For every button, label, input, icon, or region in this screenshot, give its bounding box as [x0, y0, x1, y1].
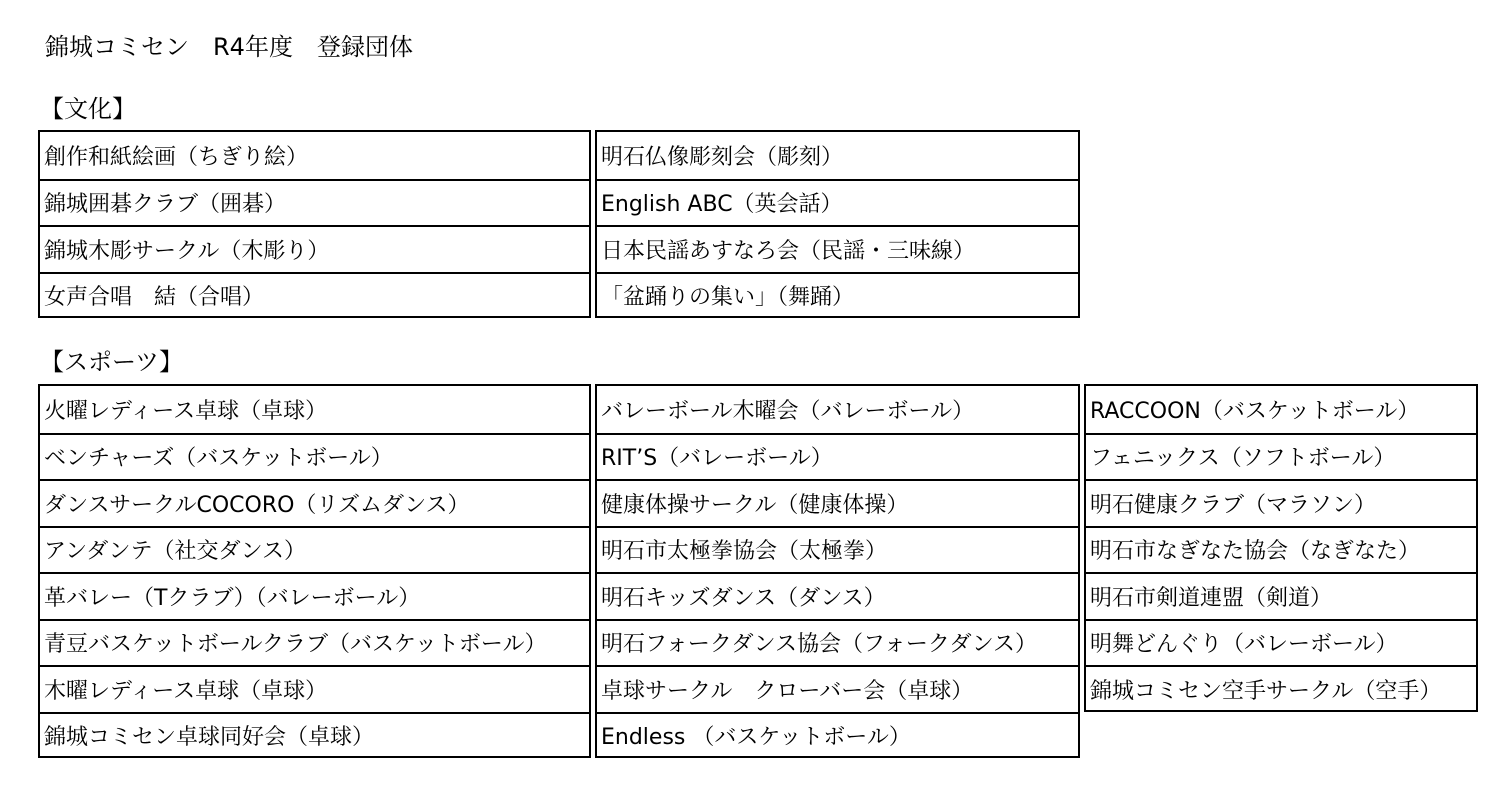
table-cell: バレーボール木曜会（バレーボール）	[601, 398, 975, 424]
table-cell: 革バレー（Tクラブ）（バレーボール）	[40, 572, 589, 619]
sports-table-col-2	[595, 384, 1080, 758]
table-cell: Endless （バスケットボール）	[597, 712, 1078, 759]
table-cell: 「盆踊りの集い」（舞踊）	[597, 272, 1078, 319]
table-cell: フェニックス（ソフトボール）	[1086, 433, 1476, 480]
table-cell: 錦城コミセン空手サークル（空手）	[1086, 665, 1476, 712]
table-cell: 卓球サークル クローバー会（卓球）	[597, 665, 1078, 712]
table-cell: 明石健康クラブ（マラソン）	[1086, 479, 1476, 526]
culture-heading: 【文化】	[40, 95, 136, 123]
sports-heading: 【スポーツ】	[40, 348, 184, 376]
table-cell: ベンチャーズ（バスケットボール）	[40, 433, 589, 480]
table-cell: 明石市太極拳協会（太極拳）	[597, 526, 1078, 573]
table-cell: ダンスサークルCOCORO（リズムダンス）	[40, 479, 589, 526]
page-title: 錦城コミセン R4年度 登録団体	[45, 33, 413, 61]
table-cell: 明石市なぎなた協会（なぎなた）	[1086, 526, 1476, 573]
table-cell: 明舞どんぐり（バレーボール）	[1086, 619, 1476, 666]
table-cell: 錦城木彫サークル（木彫り）	[40, 225, 589, 272]
table-cell: 明石キッズダンス（ダンス）	[597, 572, 1078, 619]
table-cell: RIT’S（バレーボール）	[597, 433, 1078, 480]
culture-table-col-1	[38, 130, 591, 318]
table-cell: アンダンテ（社交ダンス）	[40, 526, 589, 573]
table-cell: 明石仏像彫刻会（彫刻）	[601, 144, 844, 170]
sports-table-col-1	[38, 384, 591, 758]
table-cell: 錦城コミセン卓球同好会（卓球）	[40, 712, 589, 759]
table-cell: 明石フォークダンス協会（フォークダンス）	[597, 619, 1078, 666]
table-cell: 火曜レディース卓球（卓球）	[44, 398, 328, 424]
table-cell: 青豆バスケットボールクラブ（バスケットボール）	[40, 619, 589, 666]
table-cell: 健康体操サークル（健康体操）	[597, 479, 1078, 526]
table-cell: 明石市剣道連盟（剣道）	[1086, 572, 1476, 619]
table-cell: 創作和紙絵画（ちぎり絵）	[44, 144, 309, 170]
table-cell: 女声合唱 結（合唱）	[40, 272, 589, 319]
table-cell: 木曜レディース卓球（卓球）	[40, 665, 589, 712]
table-cell: 日本民謡あすなろ会（民謡・三味線）	[597, 225, 1078, 272]
table-cell: English ABC（英会話）	[597, 179, 1078, 226]
culture-table-col-2	[595, 130, 1080, 318]
table-cell: 錦城囲碁クラブ（囲碁）	[40, 179, 589, 226]
sports-table-col-3	[1084, 384, 1478, 712]
table-cell: RACCOON（バスケットボール）	[1090, 398, 1420, 424]
